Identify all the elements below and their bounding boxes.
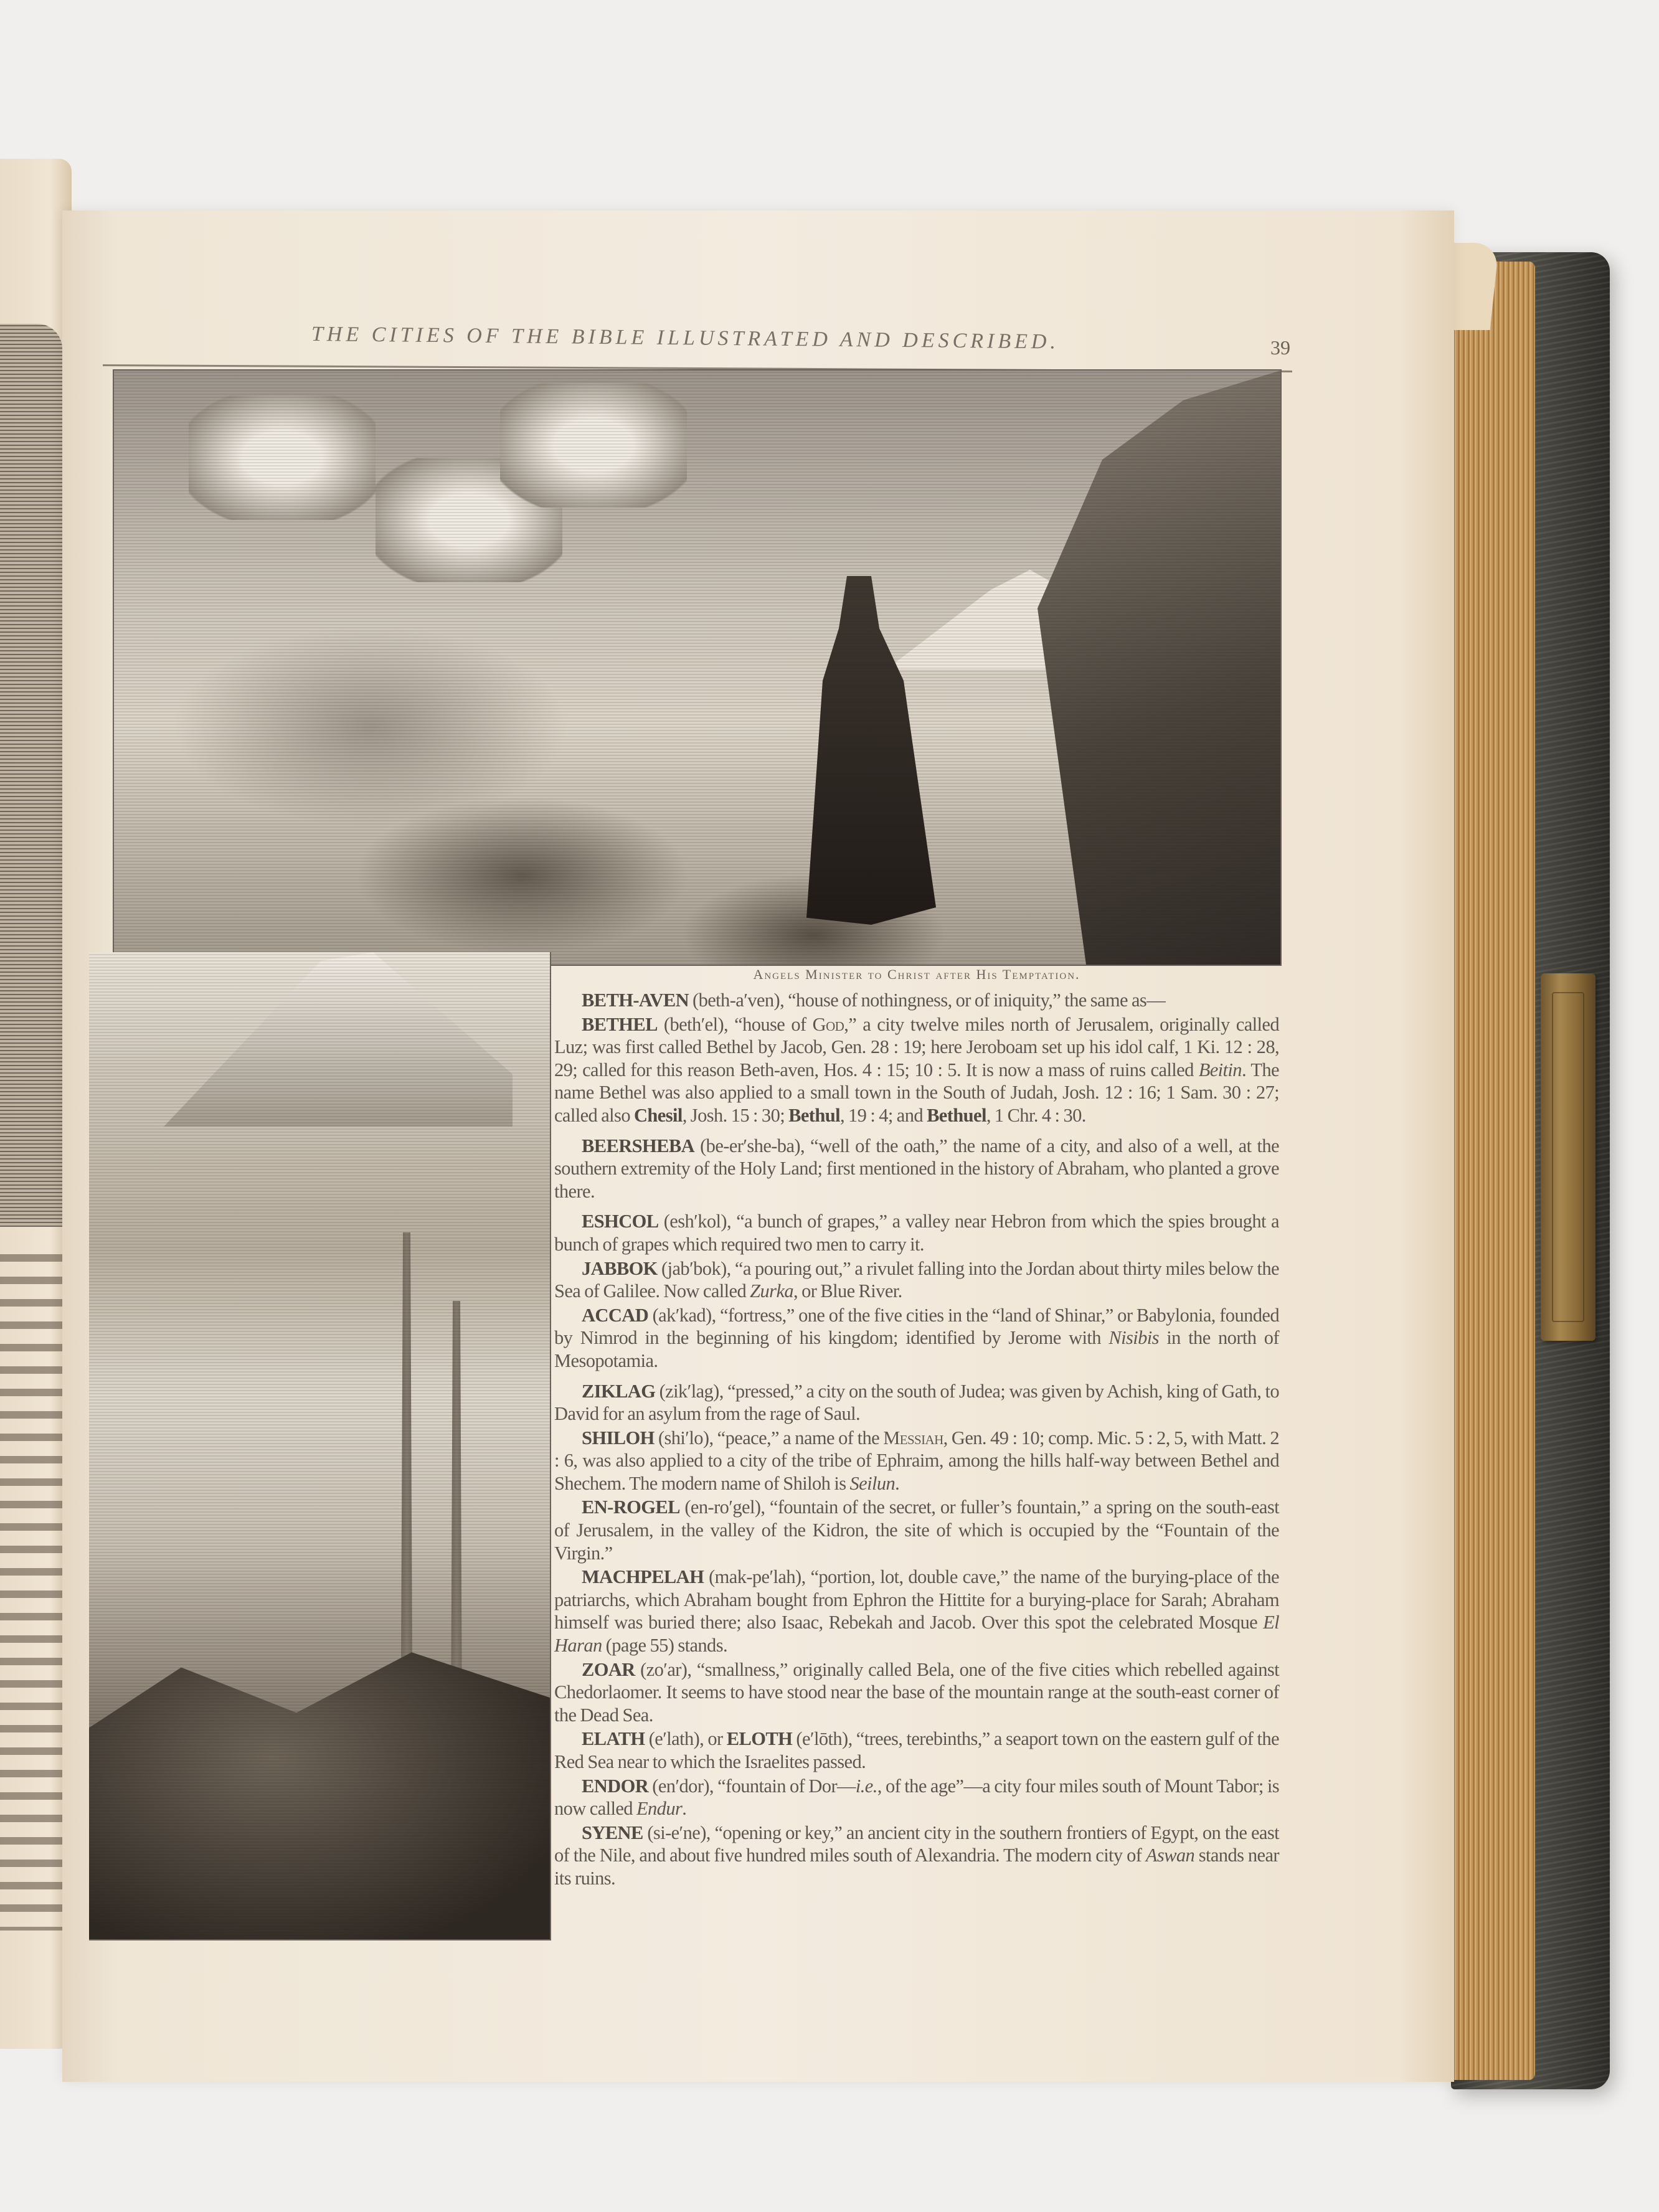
entry-text: (en′dor), “fountain of Dor— — [648, 1775, 856, 1797]
italic-term: Beitin — [1198, 1059, 1242, 1080]
entry-bethel — [554, 1013, 1279, 1127]
entry-text: . The name Bethel was also applied to a small town in the South of Judah, Josh. 12 : 16; 1 Sam. 30 : 27; called also — [554, 1059, 1279, 1126]
dictionary-entries — [554, 989, 1279, 1891]
italic-term: Seilun — [849, 1472, 896, 1494]
entry-text: . — [682, 1798, 687, 1820]
entry-headword: ZIKLAG — [582, 1380, 656, 1402]
running-head: THE CITIES OF THE BIBLE ILLUSTRATED AND DESCRIBED. — [311, 323, 1060, 354]
angel-figure — [376, 458, 562, 582]
entry-text: , of the age”—a city four miles south of Mount Tabor; is now called — [554, 1775, 1279, 1820]
angel-figure — [189, 395, 376, 520]
entry-headword: ELATH — [582, 1728, 645, 1750]
snowy-mountain — [164, 952, 513, 1127]
angel-figure — [500, 383, 687, 508]
entry-syene — [554, 1822, 1279, 1890]
entry-text: . — [895, 1472, 900, 1494]
entry-headword: JABBOK — [582, 1257, 658, 1279]
italic-term: Nisibis — [1108, 1327, 1159, 1349]
entry-ziklag — [554, 1380, 1279, 1425]
entry-beth-aven — [554, 989, 1279, 1012]
entry-headword: SYENE — [582, 1822, 643, 1843]
entry-text: Messiah — [883, 1427, 943, 1449]
rocky-cliff — [957, 371, 1280, 965]
palm-tree — [438, 1301, 475, 1737]
left-page-illustration — [0, 324, 62, 1227]
entry-text: , 1 Chr. 4 : 30. — [986, 1104, 1086, 1126]
entry-text: , Josh. 15 : 30; — [682, 1104, 789, 1126]
variant-name: Bethul — [788, 1104, 840, 1126]
entry-text: (si-e′ne), “opening or key,” an ancient city in the southern frontiers of Egypt, on the east of the Nile, and about five hundred miles south of Alexandria. The modern city of — [554, 1822, 1279, 1866]
entry-zoar — [554, 1658, 1279, 1727]
entry-text: (be-er′she-ba), “well of the oath,” the name of a city, and also of a well, at the southern extremity of the Holy Land; first mentioned in the history of Abraham, who planted a grove there. — [554, 1135, 1279, 1202]
entry-beersheba — [554, 1135, 1279, 1203]
italic-term: Endur — [636, 1798, 683, 1820]
entry-headword: BEERSHEBA — [582, 1135, 695, 1156]
entry-headword: BETH-AVEN — [582, 990, 689, 1011]
variant-name: Chesil — [634, 1104, 683, 1126]
entry-text: God — [812, 1013, 844, 1035]
entry-headword: ZOAR — [582, 1658, 635, 1680]
entry-text: (zo′ar), “smallness,” originally called Bela, one of the five cities which rebelled against Chedorlaomer. It seems to have stood near the base of the mountain range at the south-east corner of the Dead Sea. — [554, 1658, 1279, 1726]
engraving-angels-minister-to-christ — [113, 369, 1282, 966]
entry-headword: SHILOH — [582, 1427, 655, 1449]
snowy-peak — [886, 570, 1148, 669]
entry-headword: ACCAD — [582, 1304, 649, 1326]
entry-text: in the north of Mesopotamia. — [554, 1327, 1279, 1371]
entry-headword: ENDOR — [582, 1775, 649, 1797]
page-number: 39 — [1270, 336, 1290, 359]
entry-headword: MACHPELAH — [582, 1566, 704, 1588]
variant-name: Bethuel — [927, 1104, 986, 1126]
variant-name: ELOTH — [726, 1728, 793, 1750]
brass-clasp — [1541, 973, 1595, 1341]
entry-text: , or Blue River. — [793, 1280, 902, 1302]
entry-text: (e′lath), or — [645, 1728, 727, 1750]
entry-text: (jab′bok), “a pouring out,” a rivulet falling into the Jordan about thirty miles below the Sea of Galilee. Now called — [554, 1257, 1279, 1302]
entry-text: ,” a city twelve miles north of Jerusalem, originally called Luz; was first called Bethel by Jacob, Gen. 28 : 19; here Jeroboam set up his idol calf, 1 Ki. 12 : 28, 29; called for this reason Beth-aven, Hos. 4 : 15; 10 : 5. It is now a mass of ruins called — [554, 1013, 1279, 1080]
entry-text: (en-ro′gel), “fountain of the secret, or fuller’s fountain,” a spring on the south-east of Jerusalem, in the valley of the Kidron, the site of which is occupied by the “Fountain of the Virgin.” — [554, 1496, 1279, 1564]
entry-jabbok — [554, 1257, 1279, 1303]
entry-text: stands near its ruins. — [554, 1845, 1279, 1889]
entry-text: (esh′kol), “a bunch of grapes,” a valley near Hebron from which the spies brought a bunch of grapes which required two men to carry it. — [554, 1211, 1279, 1255]
entry-text: (beth-a′ven), “house of nothingness, or of iniquity,” the same as— — [689, 990, 1166, 1011]
entry-text: , Gen. 49 : 10; comp. Mic. 5 : 2, 5, with Matt. 2 : 6, was also applied to a city of the tribe of Ephraim, among the hills half-way between Bethel and Shechem. The modern name of Shiloh is — [554, 1427, 1279, 1494]
entry-text: (shi′lo), “peace,” a name of the — [654, 1427, 884, 1449]
entry-text: (page 55) stands. — [602, 1635, 727, 1657]
palm-tree — [388, 1232, 425, 1668]
entry-text: (mak-pe′lah), “portion, lot, double cave,” the name of the burying-place of the patriarchs, which Abraham bought from Ephron the Hittite for a burying-place for Sarah; Abraham himself was buried there; also Isaac, Rebekah and Jacob. Over this spot the celebrated Mosque — [554, 1566, 1279, 1633]
italic-term: Zurka — [750, 1280, 794, 1302]
entry-text: (ak′kad), “fortress,” one of the five cities in the “land of Shinar,” or Babylonia, founded by Nimrod in the beginning of his kingdom; identified by Jerome with — [554, 1304, 1279, 1349]
italic-term: Aswan — [1145, 1845, 1195, 1866]
left-page-text-fragments — [0, 1245, 62, 1931]
entry-headword: EN-ROGEL — [582, 1496, 680, 1518]
entry-elath — [554, 1728, 1279, 1773]
christ-figure — [774, 576, 936, 925]
entry-endor — [554, 1775, 1279, 1820]
entry-machpelah — [554, 1566, 1279, 1657]
engraving-landscape-crowd — [89, 952, 551, 1940]
crowd-figures — [89, 1637, 550, 1939]
entry-text: (e′lōth), “trees, terebinths,” a seaport town on the eastern gulf of the Red Sea near to which the Israelites passed. — [554, 1728, 1279, 1772]
entry-text: , 19 : 4; and — [839, 1104, 927, 1126]
entry-en-rogel — [554, 1496, 1279, 1564]
illustration-caption: Angels Minister to Christ after His Temptation. — [753, 967, 1080, 982]
entry-headword: ESHCOL — [582, 1211, 659, 1232]
entry-eshcol — [554, 1210, 1279, 1255]
entry-shiloh — [554, 1427, 1279, 1495]
entry-text: (zik′lag), “pressed,” a city on the south of Judea; was given by Achish, king of Gath, to David for an asylum from the rage of Saul. — [554, 1380, 1279, 1425]
entry-headword: BETHEL — [582, 1013, 658, 1035]
entry-accad — [554, 1304, 1279, 1373]
italic-term: El Haran — [554, 1612, 1279, 1657]
entry-text: (beth′el), “house of — [657, 1013, 813, 1035]
italic-term: i.e. — [855, 1775, 877, 1797]
